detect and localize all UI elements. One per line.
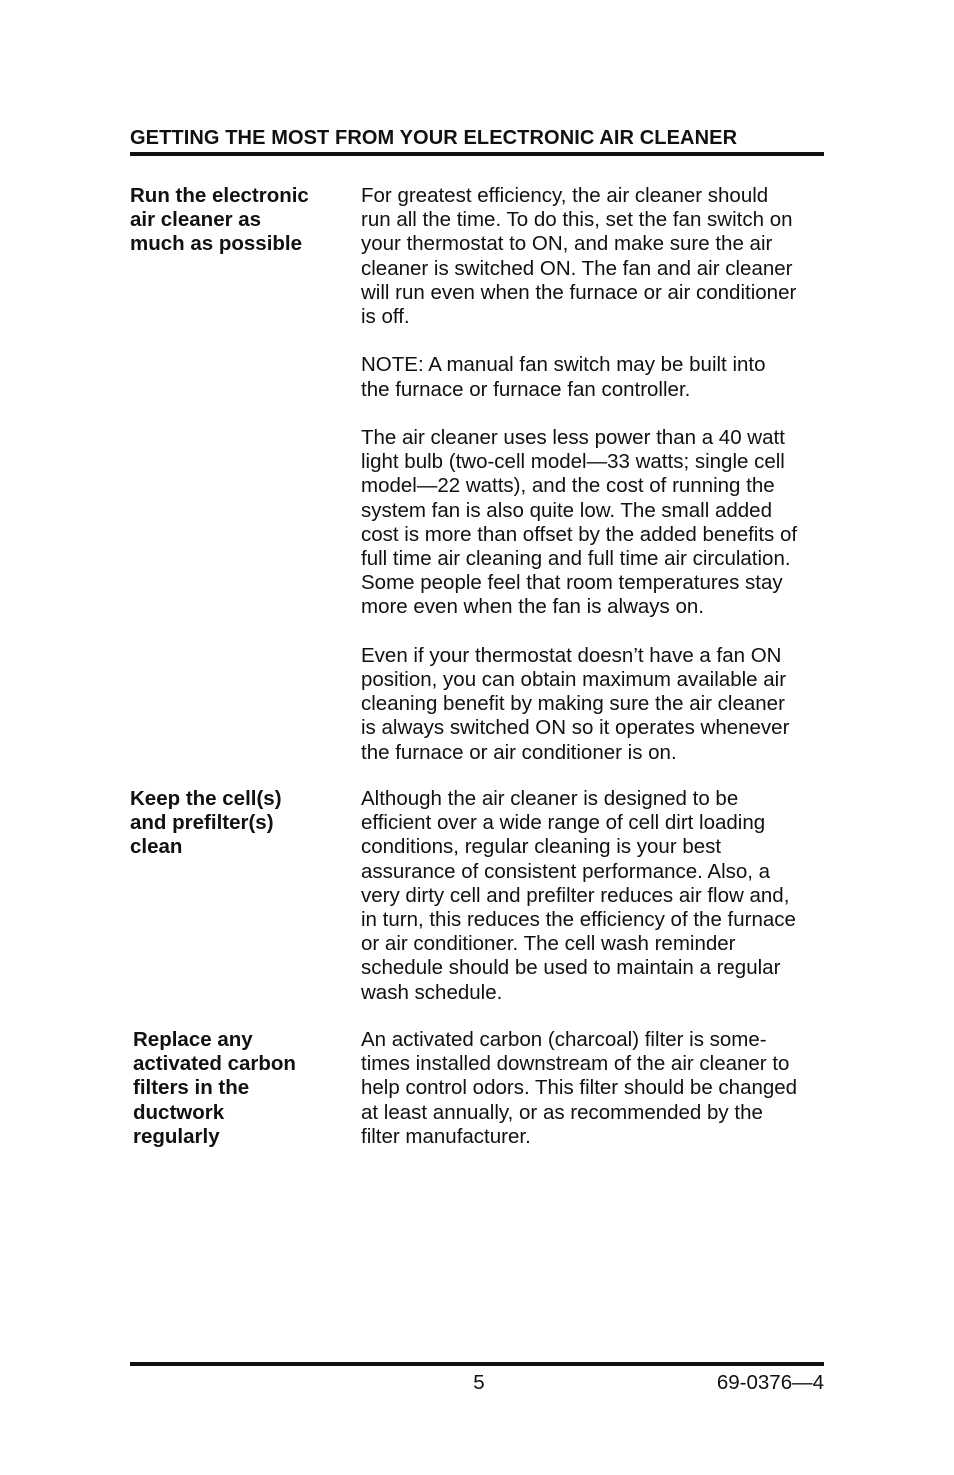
text-line: is off. (361, 305, 410, 329)
text-line: The air cleaner uses less power than a 40 watt (361, 426, 785, 449)
heading-line: activated carbon (133, 1052, 296, 1076)
document-number: 69-0376—4 (716, 1371, 824, 1394)
heading-line: much as possible (130, 232, 303, 256)
text-line: conditions, regular cleaning is your best (361, 835, 722, 859)
section-heading (130, 787, 350, 860)
paragraph (361, 1028, 831, 1149)
text-line: your thermostat to ON, and make sure the air (361, 232, 773, 256)
paragraph (361, 644, 831, 765)
paragraph (361, 787, 831, 1005)
section-body (361, 787, 831, 1029)
heading-line: filters in the (133, 1076, 250, 1100)
text-line: help control odors. This filter should be changed (361, 1076, 798, 1100)
page-number: 5 (473, 1371, 485, 1394)
note-paragraph (361, 353, 831, 401)
text-line: NOTE: A manual fan switch may be built into (361, 353, 766, 377)
section-body (361, 184, 831, 789)
text-line: light bulb (two-cell model—33 watts; single cell (361, 450, 785, 474)
text-line: at least annually, or as recommended by the (361, 1100, 763, 1124)
text-line: more even when the fan is always on. (361, 595, 704, 619)
text-line: efficient over a wide range of cell dirt loading (361, 811, 766, 835)
title-divider (130, 152, 824, 156)
text-line: For greatest efficiency, the air cleaner should (361, 184, 769, 207)
text-line: Although the air cleaner is designed to be (361, 787, 739, 810)
footer-divider (130, 1362, 824, 1366)
text-line: model—22 watts), and the cost of running the (361, 474, 775, 498)
text-line: the furnace or air conditioner is on. (361, 740, 677, 764)
text-line: wash schedule. (361, 980, 503, 1004)
text-line: filter manufacturer. (361, 1124, 531, 1148)
heading-line: ductwork (133, 1100, 225, 1124)
heading-line: clean (130, 835, 183, 859)
text-line: or air conditioner. The cell wash reminder (361, 932, 736, 956)
section-heading (133, 1028, 353, 1149)
heading-line: Run the electronic (130, 184, 309, 207)
paragraph (361, 184, 831, 329)
text-line: will run even when the furnace or air conditioner (361, 280, 797, 304)
heading-line: regularly (133, 1124, 220, 1148)
text-line: schedule should be used to maintain a regular (361, 956, 781, 980)
text-line: is always switched ON so it operates whenever (361, 716, 790, 740)
text-line: the furnace or furnace fan controller. (361, 377, 691, 401)
section-body (361, 1028, 831, 1173)
text-line: Some people feel that room temperatures stay (361, 571, 783, 595)
paragraph (361, 426, 831, 620)
text-line: cleaning benefit by making sure the air cleaner (361, 692, 785, 716)
text-line: system fan is also quite low. The small added (361, 498, 772, 522)
heading-line: air cleaner as (130, 208, 262, 232)
text-line: cost is more than offset by the added benefits of (361, 522, 798, 546)
page-title: GETTING THE MOST FROM YOUR ELECTRONIC AIR CLEANER (130, 127, 738, 149)
text-line: full time air cleaning and full time air circulation. (361, 547, 791, 571)
text-line: Even if your thermostat doesn’t have a fan ON (361, 643, 782, 667)
text-line: assurance of consistent performance. Also, a (361, 859, 771, 883)
text-line: position, you can obtain maximum available air (361, 668, 787, 692)
section-heading (130, 184, 350, 257)
heading-line: Keep the cell(s) (130, 787, 282, 810)
text-line: cleaner is switched ON. The fan and air cleaner (361, 256, 793, 280)
heading-line: Replace any (133, 1028, 253, 1051)
text-line: run all the time. To do this, set the fan switch on (361, 208, 793, 232)
heading-line: and prefilter(s) (130, 811, 274, 835)
text-line: in turn, this reduces the efficiency of the furnace (361, 908, 796, 932)
text-line: times installed downstream of the air cleaner to (361, 1052, 790, 1076)
text-line: very dirty cell and prefilter reduces air flow and, (361, 883, 790, 907)
text-line: An activated carbon (charcoal) filter is some- (361, 1028, 767, 1051)
